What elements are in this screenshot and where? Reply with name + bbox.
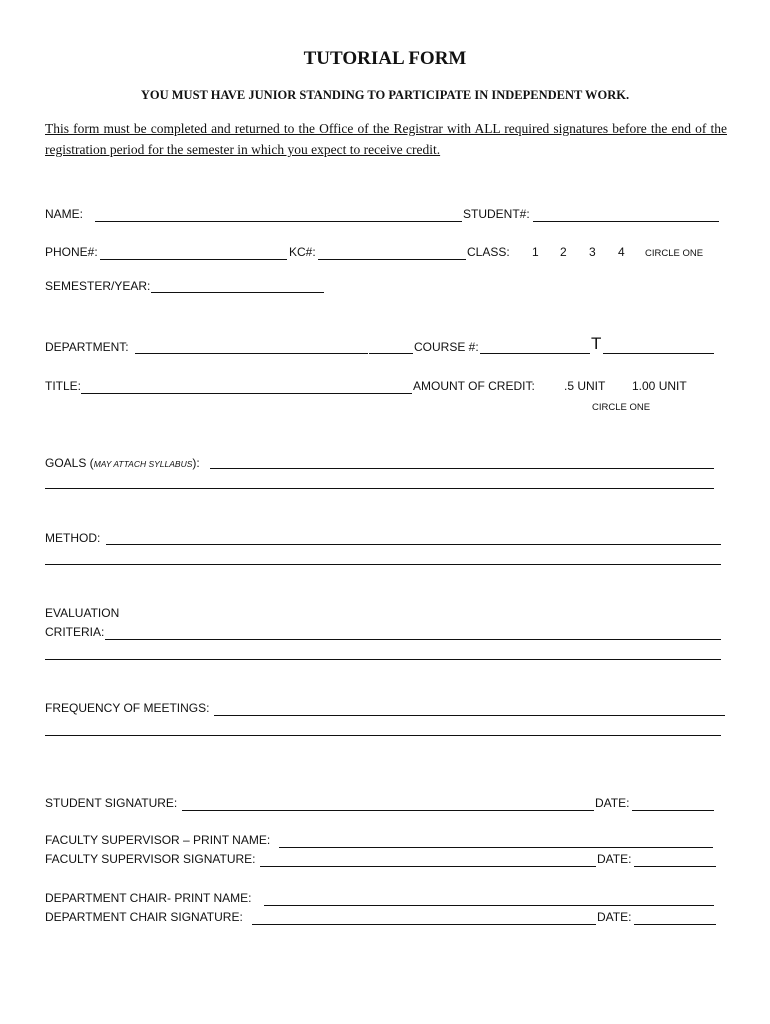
class-option-1[interactable]: 1 (532, 245, 539, 259)
frequency-label: FREQUENCY OF MEETINGS: (45, 701, 210, 715)
name-field[interactable] (95, 221, 462, 222)
faculty-date-field[interactable] (634, 866, 716, 867)
chair-print-name-label: DEPARTMENT CHAIR- PRINT NAME: (45, 891, 252, 905)
name-label: NAME: (45, 207, 84, 221)
faculty-print-name-field[interactable] (279, 847, 713, 848)
credit-option-half[interactable]: .5 UNIT (564, 379, 606, 393)
title-field[interactable] (81, 393, 412, 394)
credit-option-full[interactable]: 1.00 UNIT (632, 379, 687, 393)
credit-circle-one-note: CIRCLE ONE (592, 402, 651, 413)
faculty-signature-label: FACULTY SUPERVISOR SIGNATURE: (45, 852, 256, 866)
chair-print-name-field[interactable] (264, 905, 714, 906)
class-option-2[interactable]: 2 (560, 245, 567, 259)
class-option-3[interactable]: 3 (589, 245, 596, 259)
goals-label: GOALS (MAY ATTACH SYLLABUS): (45, 456, 200, 470)
chair-signature-label: DEPARTMENT CHAIR SIGNATURE: (45, 910, 243, 924)
class-circle-one-note: CIRCLE ONE (645, 248, 704, 259)
department-label: DEPARTMENT: (45, 340, 129, 354)
chair-signature-field[interactable] (252, 924, 596, 925)
criteria-label: CRITERIA: (45, 625, 105, 639)
evaluation-criteria-field-line-2[interactable] (45, 659, 721, 660)
page-title: TUTORIAL FORM (303, 48, 467, 69)
evaluation-label: EVALUATION (45, 606, 120, 620)
goals-note: MAY ATTACH SYLLABUS (93, 459, 193, 469)
phone-field[interactable] (100, 259, 287, 260)
method-field-line-2[interactable] (45, 564, 721, 565)
student-signature-field[interactable] (182, 810, 594, 811)
student-number-field[interactable] (533, 221, 719, 222)
course-number-field[interactable] (480, 353, 590, 354)
student-number-label: STUDENT#: (463, 207, 530, 221)
department-field[interactable] (135, 353, 368, 354)
class-option-4[interactable]: 4 (618, 245, 625, 259)
student-date-field[interactable] (632, 810, 714, 811)
faculty-signature-field[interactable] (260, 866, 596, 867)
course-number-field-ext[interactable] (603, 353, 714, 354)
frequency-field-line-2[interactable] (45, 735, 721, 736)
course-prefix-t: T (591, 334, 602, 353)
course-number-label: COURSE #: (414, 340, 479, 354)
kc-label: KC#: (289, 245, 316, 259)
page-subtitle: YOU MUST HAVE JUNIOR STANDING TO PARTICIPATE IN INDEPENDENT WORK. (140, 88, 630, 102)
semester-year-label: SEMESTER/YEAR: (45, 279, 151, 293)
student-signature-label: STUDENT SIGNATURE: (45, 796, 178, 810)
semester-year-field[interactable] (151, 292, 324, 293)
department-field-ext[interactable] (369, 353, 413, 354)
evaluation-criteria-field[interactable] (105, 639, 721, 640)
goals-field-line-2[interactable] (45, 488, 714, 489)
title-label: TITLE: (45, 379, 82, 393)
faculty-print-name-label: FACULTY SUPERVISOR – PRINT NAME: (45, 833, 271, 847)
faculty-date-label: DATE: (597, 852, 632, 866)
method-label: METHOD: (45, 531, 101, 545)
chair-date-label: DATE: (597, 910, 632, 924)
kc-field[interactable] (318, 259, 466, 260)
goals-field[interactable] (210, 468, 714, 469)
intro-text: This form must be completed and returned to the Office of the Registrar with ALL required signatures before the end of the registration period for the semester in which you expect to receive credit. (45, 121, 727, 157)
phone-label: PHONE#: (45, 245, 98, 259)
amount-of-credit-label: AMOUNT OF CREDIT: (413, 379, 535, 393)
class-label: CLASS: (467, 245, 510, 259)
method-field[interactable] (106, 544, 721, 545)
chair-date-field[interactable] (634, 924, 716, 925)
frequency-field[interactable] (214, 715, 725, 716)
student-date-label: DATE: (595, 796, 630, 810)
